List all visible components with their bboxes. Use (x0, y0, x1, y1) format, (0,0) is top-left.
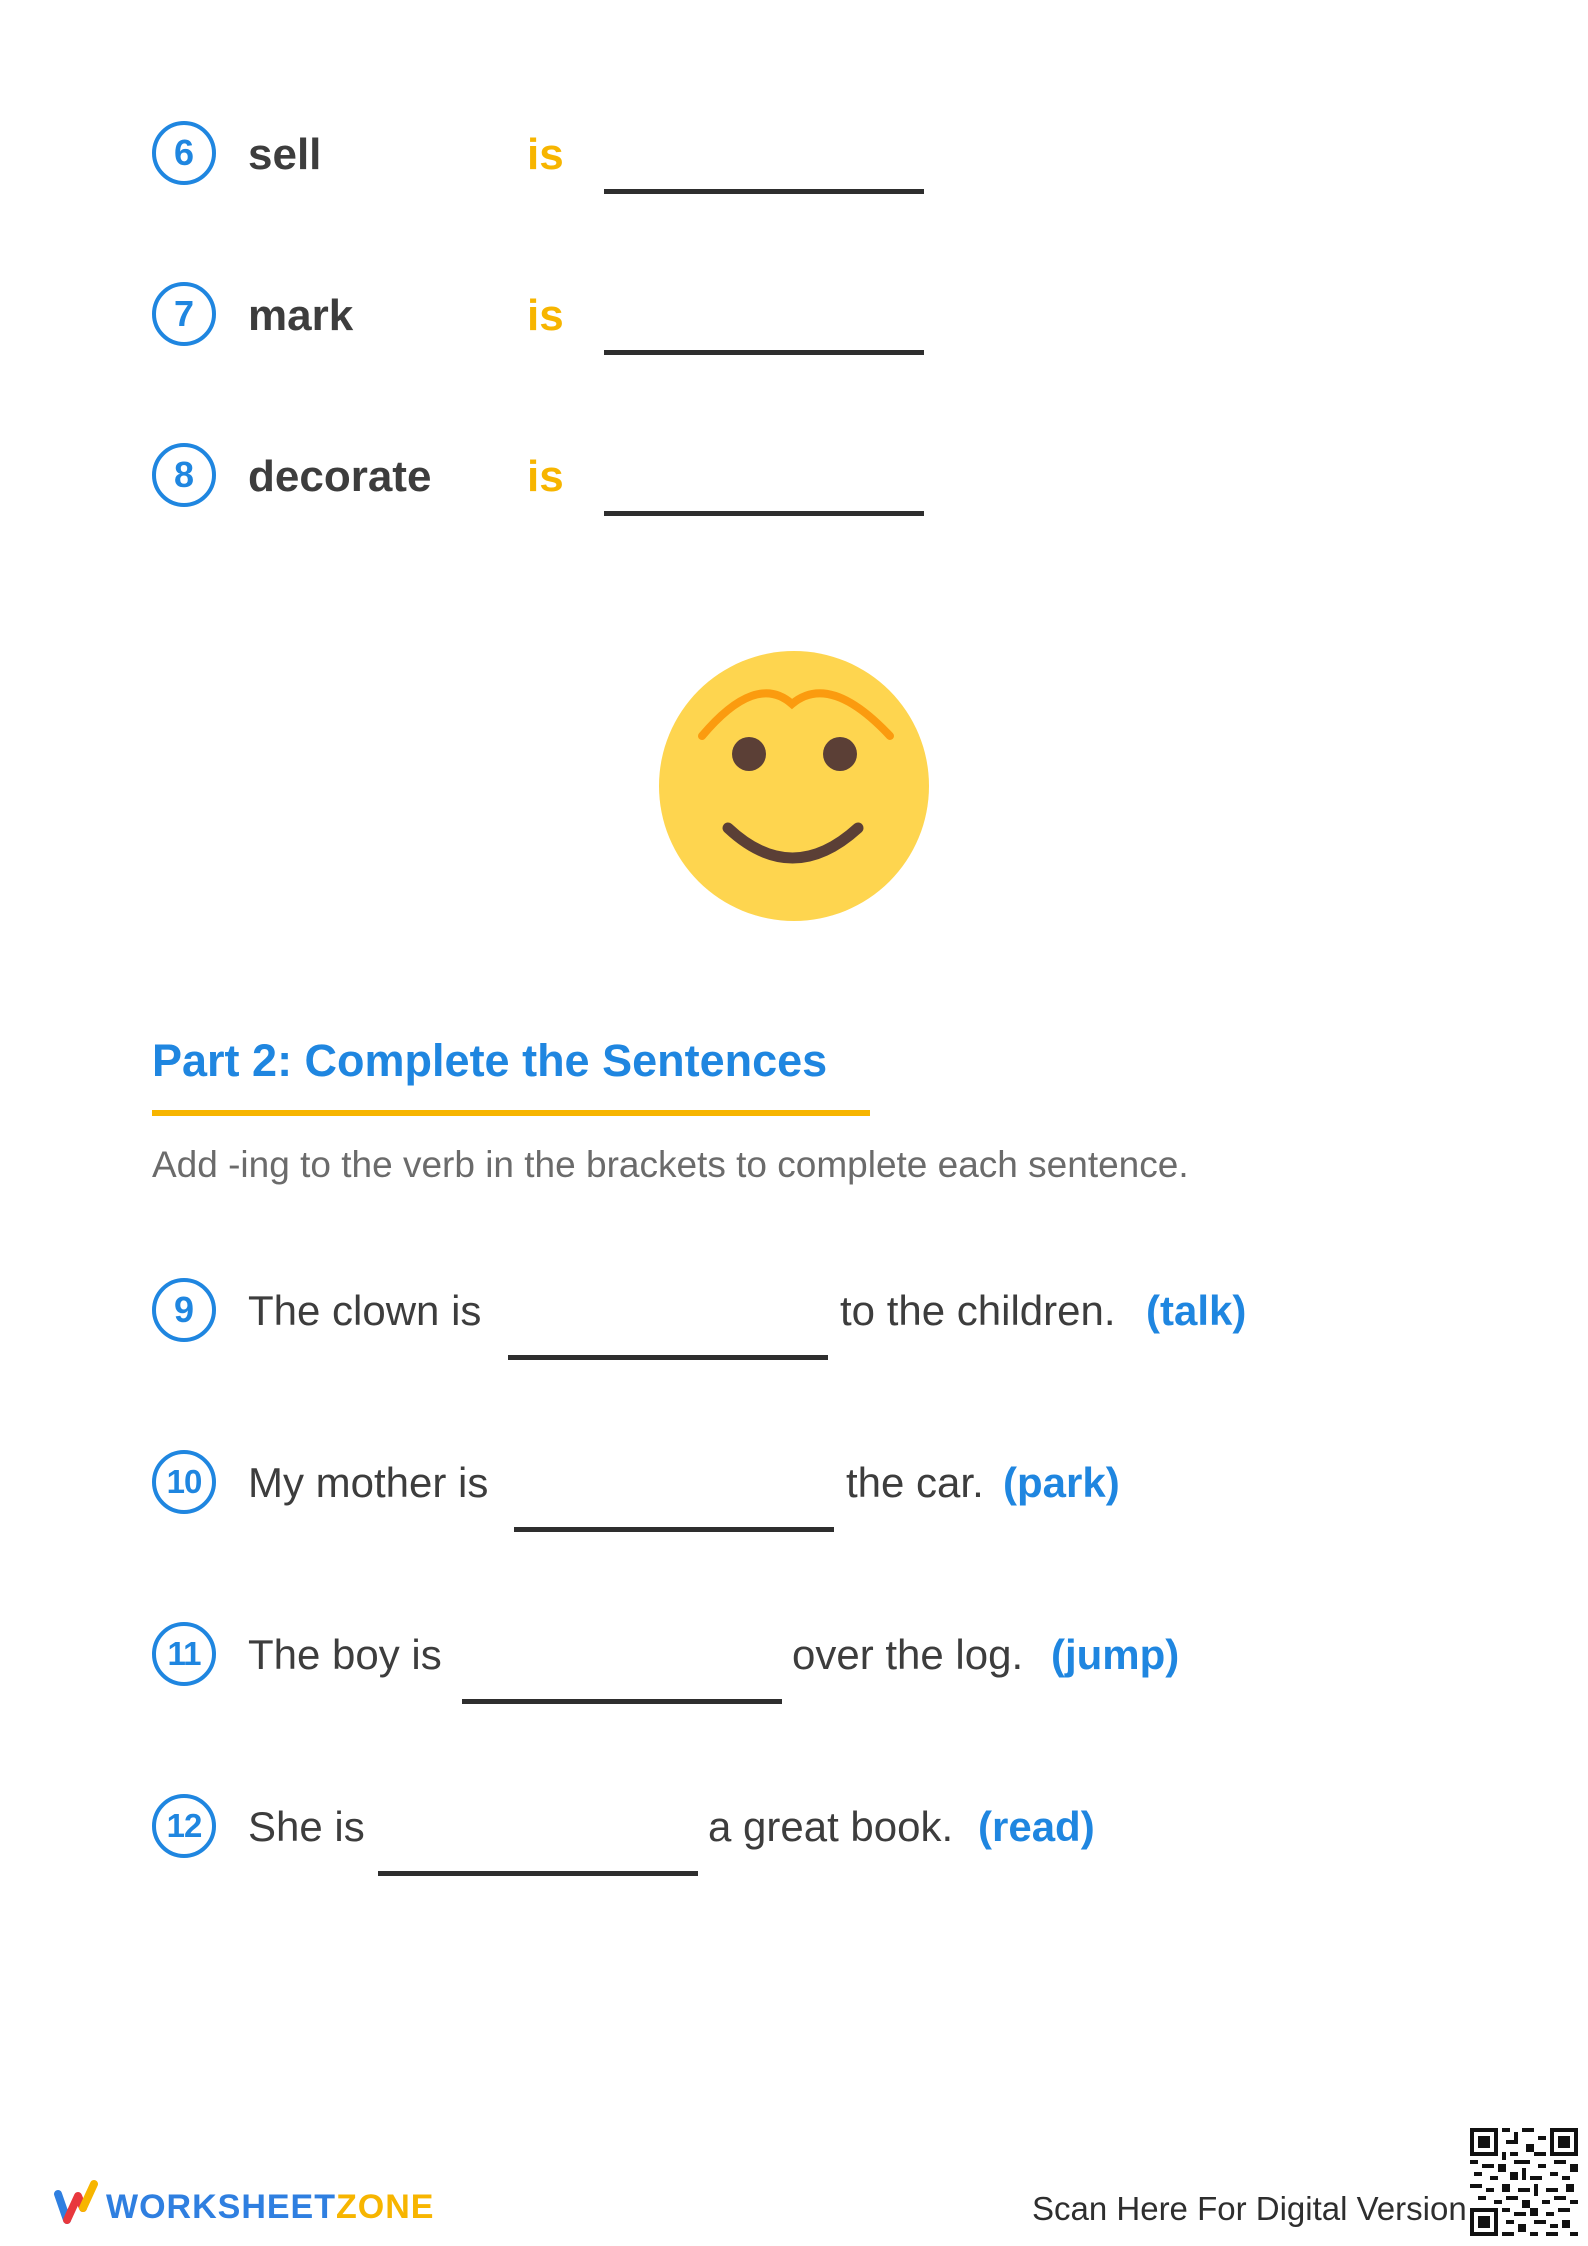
brand-name-part1: WORKSHEET (106, 2188, 336, 2226)
sentence-number-badge: 9 (152, 1278, 216, 1342)
scan-instruction: Scan Here For Digital Version (1032, 2190, 1467, 2227)
answer-blank[interactable] (514, 1527, 834, 1532)
sentence-text-after: to the children. (840, 1287, 1116, 1334)
item-word: sell (248, 130, 322, 179)
item-connector: is (527, 452, 564, 501)
sentence-text-before: The clown is (248, 1287, 482, 1334)
brand-name (106, 2190, 434, 2224)
item-connector: is (527, 130, 564, 179)
sentence-text-after: the car. (846, 1459, 984, 1506)
section-underline (152, 1110, 870, 1116)
item-number-badge: 7 (152, 282, 216, 346)
verb-hint: (talk) (1146, 1287, 1247, 1334)
sentence-number-badge: 10 (152, 1450, 216, 1514)
sentence-number-badge: 11 (152, 1622, 216, 1686)
item-number-badge: 8 (152, 443, 216, 507)
sentence-text-before: She is (248, 1803, 365, 1850)
item-number-badge: 6 (152, 121, 216, 185)
answer-blank[interactable] (604, 511, 924, 516)
item-word: decorate (248, 452, 432, 501)
answer-blank[interactable] (462, 1699, 782, 1704)
answer-blank[interactable] (604, 350, 924, 355)
worksheetzone-logo-icon (52, 2178, 98, 2228)
item-word: mark (248, 291, 354, 340)
verb-hint: (jump) (1051, 1631, 1180, 1678)
verb-hint: (read) (978, 1803, 1095, 1850)
answer-blank[interactable] (508, 1355, 828, 1360)
sentence-text-after: over the log. (792, 1631, 1024, 1678)
smiley-face-icon (658, 650, 930, 922)
section-title: Part 2: Complete the Sentences (152, 1035, 828, 1086)
sentence-text-before: My mother is (248, 1459, 489, 1506)
instructions-text: Add -ing to the verb in the brackets to complete each sentence. (152, 1144, 1189, 1185)
brand-name-part2: ZONE (336, 2188, 435, 2226)
sentence-text-before: The boy is (248, 1631, 442, 1678)
sentence-text-after: a great book. (708, 1803, 954, 1850)
qr-code-icon[interactable] (1470, 2128, 1578, 2236)
sentence-number-badge: 12 (152, 1794, 216, 1858)
answer-blank[interactable] (604, 189, 924, 194)
item-connector: is (527, 291, 564, 340)
verb-hint: (park) (1003, 1459, 1120, 1506)
answer-blank[interactable] (378, 1871, 698, 1876)
